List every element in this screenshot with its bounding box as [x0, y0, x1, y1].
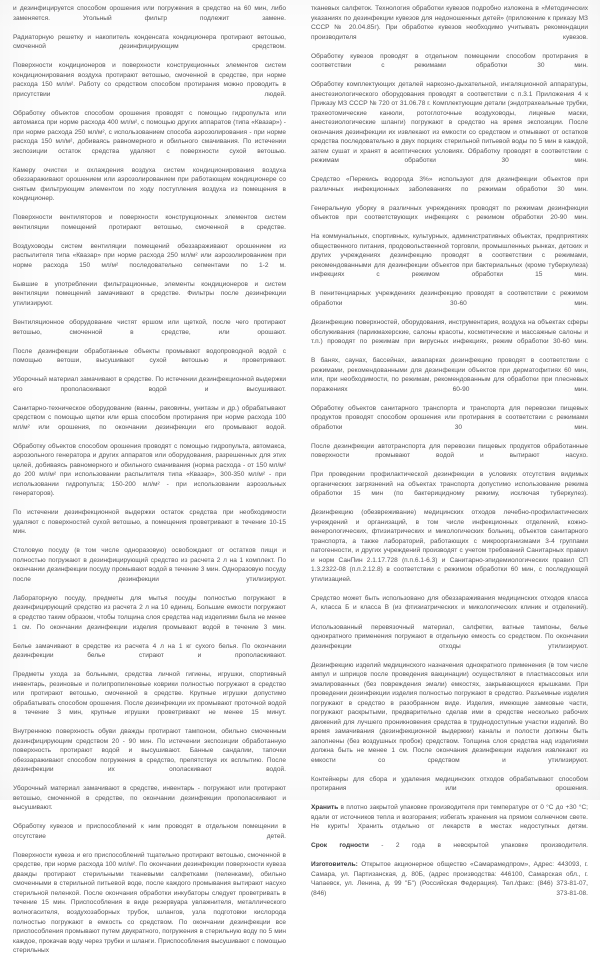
- two-column-layout: [0, 4, 600, 955]
- paragraph: и дезинфицируется способом орошения или погружения в средство на 60 мин, либо заменяется. Угольный фильтр подлежит замене.: [13, 5, 286, 22]
- paragraph: Контейнеры для сбора и удаления медицинских отходов обрабатывают способом протирания или орошения.: [311, 775, 588, 793]
- paragraph: Внутреннюю поверхность обуви дважды протирают тампоном, обильно смоченным дезинфицирующим средством 20 - 90 мин. По истечении экспозиции обработанную поверхность протирают водой и высушивают. Банные сандалии, тапочки обеззараживают способом погружения в средство, препятствуя их всплытию. После дезинфекции их ополаскивают водой.: [13, 728, 286, 774]
- paragraph: Санитарно-техническое оборудование (ванны, раковины, унитазы и др.) обрабатывают средством с помощью щетки или ерша способом протирания при норме расхода 100 мл/м² или орошения, по окончании дезинфекции его промывают водой.: [13, 404, 286, 431]
- paragraph: Обработку комплектующих деталей наркозно-дыхательной, ингаляционной аппаратуры, анестезиологического оборудования проводят в соответствии с п.3.1 Приложения 4 к Приказу МЗ СССР № 720 от 31.06.78 г. Комплектующие детали (эндотрахеальные трубки, трахеотомические канюли, ротоглоточные воздуховоды, лицевые маски, анестезиологические шланги) погружают в средство на время экспозиции. После окончания дезинфекции их извлекают из емкости со средством и отмывают от остатков средства последовательно в двух порциях стерильной питьевой воды по 5 мин в каждой, затем сушат и хранят в асептических условиях. Обработку проводят в соответствии с режимам обработки 30 мин.: [311, 81, 588, 165]
- manufacturer-label: Изготовитель:: [311, 861, 358, 869]
- paragraph: тканевых салфеток. Технология обработки кувезов подробно изложена в «Методических указаниях по дезинфекции кувезов для недоношенных детей» (приложение к приказу МЗ СССР № 20.04.85г). При обработке кувезов необходимо учитывать рекомендации производителя кувезов.: [311, 5, 588, 41]
- storage-paragraph: [311, 803, 588, 841]
- paragraph: После дезинфекции автотранспорта для перевозки пищевых продуктов обработанные поверхности промывают водой и вытирают насухо.: [311, 442, 588, 460]
- paragraph: Обработку кувезов проводят в отдельном помещении способом протирания в соответствии с режимами обработки 30 мин.: [311, 52, 588, 70]
- left-text-column: [0, 4, 300, 965]
- paragraph: Поверхности кувеза и его приспособлений тщательно протирают ветошью, смоченной в средстве, при норме расхода 100 мл/м². По окончании дезинфекции поверхности кувеза дважды протирают стерильными тканевыми салфетками (пеленками), обильно смоченными в стерильной питьевой воде, после каждого промывания вытирают насухо стерильной пеленкой. После окончания обработки инкубаторы следует проветривать в течение 15 мин. Приспособления в виде резервуара увлажнителя, металлического волногасителя, воздухозаборных трубок, шлангов, узла подготовки кислорода полностью погружают в емкость со средством. По окончании дезинфекции все приспособления промывают путем двукратного, погружения в стерильную воду по 5 мин каждое, прокачав воду через трубки и шланги. Приспособления высушивают с помощью стерильных: [13, 851, 286, 955]
- paragraph: Обработку объектов способом орошения проводят с помощью гидропульта, автомакса, аэрозольного генератора и других аппаратов или оборудования, разрешенных для этих целей, добиваясь равномерного и обильного смачивания (норма расхода - от 150 мл/м² до 200 мл/м² при использовании распылителя типа «Квазар», 300-350 мл/м² - при использовании гидропульта; 150-200 мл/м² - при использовании аэрозольных генераторов).: [13, 442, 286, 498]
- paragraph: Генеральную уборку в различных учреждениях проводят по режимам дезинфекции объектов при соответствующих инфекциях с режимом обработки 20-90 мин.: [311, 204, 588, 222]
- manufacturer-paragraph: [311, 860, 588, 908]
- paragraph: Использованный перевязочный материал, салфетки, ватные тампоны, белье однократного применения погружают в отдельную емкость со средством. По окончании дезинфекции отходы утилизируют.: [311, 623, 588, 650]
- shelf-life-paragraph: [311, 841, 588, 860]
- paragraph: Бывшие в употреблении фильтрационные, элементы кондиционеров и систем вентиляции помещений замачивают в средстве. Фильтры после дезинфекции утилизируют.: [13, 280, 286, 307]
- paragraph: Радиаторную решетку и накопитель конденсата кондиционера протирают ветошью, смоченной дезинфицирующим средством.: [13, 33, 286, 51]
- paragraph: Уборочный материал замачивают в средстве, инвентарь - погружают или протирают ветошью, смоченной в средстве, по окончании дезинфекции прополаскивают и высушивают.: [13, 785, 286, 812]
- shelf-life-text: - 2 года в невскрытой упаковке производителя.: [368, 842, 589, 850]
- paragraph: Камеру очистки и охлаждения воздуха систем кондиционирования воздуха обеззараживают орошением или аэрозолированием при работающем кондиционере со снятым фильтрующим элементом по ходу поступления воздуха из помещения в кондиционер.: [13, 166, 286, 203]
- paragraph: На коммунальных, спортивных, культурных, административных объектах, предприятиях общественного питания, продовольственной торговли, промышленных рынках, детских и других учреждениях дезинфекцию проводят в соответствии с режимами, рекомендованными для дезинфекции объектов при бактериальных (кроме туберкулеза) инфекциях с режимом обработки 15 мин.: [311, 233, 588, 279]
- paragraph: Поверхности вентиляторов и поверхности конструкционных элементов систем вентиляции помещений протирают ветошью, смоченной в средстве.: [13, 214, 286, 231]
- paragraph: При проведении профилактической дезинфекции в условиях отсутствия видимых органических загрязнений на объектах транспорта допустимо использование режима обработки 15 мин (по бактерицидному режиму, исключая туберкулез).: [311, 471, 588, 498]
- paragraph: По истечении дезинфекционной выдержки остаток средства при необходимости удаляют с поверхностей сухой ветошью, а помещения проветривают в течение 10-15 мин.: [13, 509, 286, 536]
- paragraph: В пенитенциарных учреждениях дезинфекцию проводят в соответствии с режимом обработки 30-60 мин.: [311, 290, 588, 307]
- paragraph: Обработку объектов способом орошения проводят с помощью гидропульта или автомакса при норме расхода 400 мл/м², с помощью других аппаратов (типа «Квазар») - при норме расхода 250 мл/м², с использованием способа аэрозолирования - при норме расхода 150 мл/м², добиваясь равномерного и обильного смачивания. По истечении экспозиции остаток средства удаляют с поверхности сухой ветошью.: [13, 109, 286, 155]
- manufacturer-text: Открытое акционерное общество «Самарамедпром», Адрес: 443093, г. Самара, ул. Партизанская, д. 80Б, (адрес производства: 446100, Самарская обл., г. Чапаевск, ул. Ленина, д. 99 "Б") (Российская Федерация). Тел./факс: (846) 373-81-07, (846) 373-81-08.: [311, 861, 588, 897]
- paragraph: Обработку объектов санитарного транспорта и транспорта для перевозки пищевых продуктов проводят способом орошения или протирания в соответствии с режимами обработки 30 мин.: [311, 404, 588, 431]
- paragraph: Белье замачивают в средстве из расчета 4 л на 1 кг сухого белья. По окончании дезинфекции белье стирают и прополаскивают.: [13, 642, 286, 660]
- paragraph: В банях, саунах, бассейнах, аквапарках дезинфекцию проводят в соответствии с режимами, рекомендованными для дезинфекции объектов при дерматофитиях 60 мин, или, при необходимости, по режимам, рекомендованным для обработки при плесневых поражениях 60-90 мин.: [311, 357, 588, 393]
- paragraph: Вентиляционное оборудование чистят ершом или щеткой, после чего протирают ветошью, смоченной в средстве, или орошают.: [13, 319, 286, 336]
- paragraph: Предметы ухода за больными, средства личной гигиены, игрушки, спортивный инвентарь, резиновые и полипропиленовые коврики полностью погружают в средство или протирают ветошью, смоченной в средстве. Крупные игрушки допустимо обрабатывать способом орошения. После дезинфекции их промывают проточной водой в течение 3 мин, крупные игрушки проветривают не менее 15 минут.: [13, 671, 286, 717]
- paragraph: Уборочный материал замачивают в средстве. По истечении дезинфекционной выдержки его прополаскивают водой и высушивают.: [13, 376, 286, 393]
- storage-label: Хранить: [311, 804, 339, 812]
- paragraph: Дезинфекцию изделий медицинского назначения однократного применения (в том числе ампул и шприцов после проведения вакцинации) осуществляют в пластмассовых или эмалированных (без повреждения эмали) емкостях, закрывающихся крышками. При проведении дезинфекции изделия полностью погружают в средство. Разъемные изделия погружают в средство в разобранном виде. Изделия, имеющие замковые части, погружают раскрытыми, предварительно сделав ими в средстве несколько рабочих движений для лучшего проникновения средства в труднодоступные участки изделий. Во время замачивания (дезинфекционной выдержки) каналы и полости должны быть заполнены (без воздушных пробок) средством. Толщина слоя средства над изделиями должна быть не менее 1 см. После окончания дезинфекции изделия извлекают из емкости со средством и утилизируют.: [311, 661, 588, 764]
- paragraph: Дезинфекцию поверхностей, оборудования, инструментария, воздуха на объектах сферы обслуживания (парикмахерские, салоны красоты, косметические и массажные салоны и т.п.) проводят по режимам при вирусных инфекциях, режим обработки 30-60 мин.: [311, 319, 588, 346]
- paragraph: Средство может быть использовано для обеззараживания медицинских отходов класса А, класса Б и класса В (из фтизиатрических и микологических клиник и отделений).: [311, 594, 588, 612]
- storage-text: в плотно закрытой упаковке производителя при температуре от 0 °С до +30 °С; вдали от источников тепла и возгорания; избегать хранения на прямом солнечном свете. Не курить! Хранить отдельно от лекарств в местах недоступных детям.: [311, 804, 588, 831]
- paragraph: После дезинфекции обработанные объекты промывают водопроводной водой с помощью ветоши, высушивают сухой ветошью и проветривают.: [13, 347, 286, 365]
- paragraph: Дезинфекцию (обезвреживание) медицинских отходов лечебно-профилактических учреждений и организаций, в том числе инфекционных отделений, кожно-венерологических, фтизиатрических и микологических больниц, объектов санитарного транспорта, а также лабораторий, работающих с микроорганизмами 3-4 группами патогенности, и других учреждений производят с учетом требований Санитарных правил и норм СанПин 2.1.17.728 (п.п.6.1-6.3) и Санитарно-эпидемиологических правил СП 1.3.2322-08 (п.п.2.12.8) в соответствии с режимом обработки 60 мин, с последующей утилизацией.: [311, 509, 588, 583]
- right-text-column: [300, 4, 600, 908]
- paragraph: Обработку кувезов и приспособлений к ним проводят в отдельном помещении в отсутствие детей.: [13, 823, 286, 840]
- paragraph: Столовую посуду (в том числе одноразовую) освобождают от остатков пищи и полностью погружают в дезинфицирующий средство из расчета 2 л на 1 комплект. По окончании дезинфекции посуду промывают водой в течение 3 мин. Одноразовую посуду после дезинфекции утилизируют.: [13, 547, 286, 583]
- paragraph: Поверхности кондиционеров и поверхности конструкционных элементов систем кондиционирования воздуха протирают ветошью, смоченной в средстве, при норме расхода 150 мл/м². Работу со средством способом протирания можно проводить в присутствии людей.: [13, 62, 286, 98]
- paragraph: Воздуховоды систем вентиляции помещений обеззараживают орошением из распылителя типа «Квазар» при норме расхода 250 мл/м² или аэрозолированием при норме расхода 150 мл/м² последовательно сегментами по 1-2 м.: [13, 242, 286, 269]
- paragraph: Лабораторную посуду, предметы для мытья посуды полностью погружают в дезинфицирующий средство из расчета 2 л на 10 единиц. Большие емкости погружают в средство таким образом, чтобы толщина слоя средства над изделиями была не менее 1 см. По окончании дезинфекции изделия промывают водой в течение 3 мин.: [13, 594, 286, 631]
- paragraph: Средство «Перекись водорода 3%» используют для дезинфекции объектов при различных инфекционных заболеваниях по режимам обработки 30 мин.: [311, 176, 588, 193]
- shelf-life-label: Срок годности: [311, 842, 369, 850]
